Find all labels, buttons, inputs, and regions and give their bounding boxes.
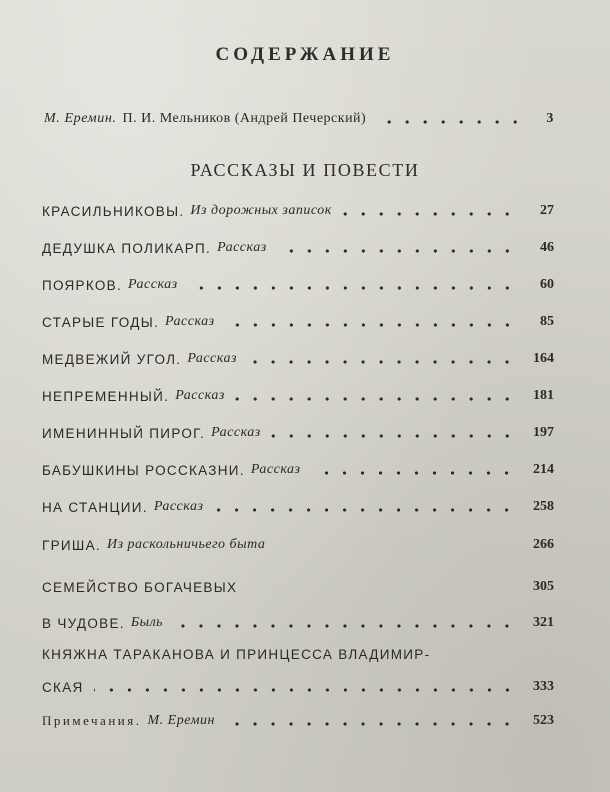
toc-entry-notes[interactable]	[42, 710, 554, 732]
entry-subtitle: М. Еремин	[147, 713, 215, 728]
entry-title: МЕДВЕЖИЙ УГОЛ.	[42, 351, 182, 367]
toc-entry[interactable]	[42, 274, 554, 296]
entry-subtitle: Рассказ	[211, 425, 261, 440]
section-heading: РАССКАЗЫ И ПОВЕСТИ	[190, 160, 420, 180]
entry-subtitle: Рассказ	[217, 240, 267, 255]
toc-entry-title-line[interactable]	[42, 646, 554, 666]
entry-page-number: 333	[533, 679, 554, 694]
entry-page-number: 164	[533, 351, 554, 366]
dot-leader	[247, 360, 516, 364]
entry-page-number: 181	[533, 388, 554, 403]
toc-entry[interactable]	[42, 676, 554, 698]
dot-leader	[310, 471, 516, 475]
entry-subtitle: Рассказ	[250, 462, 301, 477]
intro-title: П. И. Мельников (Андрей Печерский)	[122, 111, 367, 126]
entry-page-number: 305	[533, 579, 554, 594]
dot-leader	[271, 434, 516, 438]
entry-title-line-1: КНЯЖНА ТАРАКАНОВА И ПРИНЦЕССА ВЛАДИМИР-	[42, 647, 431, 662]
toc-entry[interactable]	[42, 496, 554, 518]
entry-page-number: 321	[533, 615, 554, 630]
toc-entry[interactable]	[42, 612, 554, 634]
entry-subtitle: Быль	[130, 615, 164, 630]
dot-leader	[342, 212, 516, 216]
toc-entry[interactable]	[42, 422, 554, 444]
entry-title: ПОЯРКОВ.	[42, 277, 123, 293]
intro-entry[interactable]	[44, 108, 554, 130]
intro-page-number: 3	[546, 111, 554, 126]
entry-page-number: 60	[540, 277, 554, 292]
entry-title: Примечания.	[42, 713, 142, 728]
toc-entry[interactable]	[42, 534, 554, 556]
entry-subtitle: Рассказ	[165, 314, 215, 329]
entry-title: КРАСИЛЬНИКОВЫ.	[42, 203, 185, 219]
dot-leader	[235, 397, 516, 401]
toc-entry[interactable]	[42, 576, 554, 598]
entry-page-number: 46	[540, 240, 554, 255]
dot-leader	[94, 688, 516, 692]
entry-subtitle: Из раскольничьего быта	[106, 537, 266, 552]
entry-subtitle: Рассказ	[153, 499, 204, 514]
entry-subtitle: Рассказ	[128, 277, 178, 292]
entry-title: СЕМЕЙСТВО БОГАЧЕВЫХ	[42, 579, 238, 595]
toc-entry[interactable]	[42, 385, 554, 407]
entry-title: ДЕДУШКА ПОЛИКАРП.	[42, 240, 212, 256]
entry-page-number: 85	[540, 314, 554, 329]
toc-entry[interactable]	[42, 311, 554, 333]
dot-leader	[188, 286, 516, 290]
entry-title: В ЧУДОВЕ.	[42, 615, 125, 631]
entry-subtitle: Из дорожных записок	[190, 203, 332, 218]
entry-title: СТАРЫЕ ГОДЫ.	[42, 314, 160, 330]
dot-leader	[225, 722, 516, 726]
dot-leader	[173, 624, 516, 628]
dot-leader	[376, 120, 524, 124]
dot-leader	[277, 249, 516, 253]
entry-title: ИМЕНИННЫЙ ПИРОГ.	[42, 425, 206, 441]
entry-subtitle: Рассказ	[187, 351, 237, 366]
entry-title: НЕПРЕМЕННЫЙ.	[42, 388, 170, 404]
toc-entry[interactable]	[42, 237, 554, 259]
toc-entry[interactable]	[42, 459, 554, 481]
entry-page-number: 258	[533, 499, 554, 514]
toc-entry[interactable]	[42, 200, 554, 222]
intro-author: М. Еремин.	[44, 111, 117, 126]
entry-title: БАБУШКИНЫ РОССКАЗНИ.	[42, 462, 245, 478]
toc-entry[interactable]	[42, 348, 554, 370]
entry-page-number: 197	[533, 425, 554, 440]
dot-leader	[225, 323, 516, 327]
contents-heading: СОДЕРЖАНИЕ	[215, 44, 395, 65]
entry-page-number: 266	[533, 537, 554, 552]
dot-leader	[213, 508, 516, 512]
entry-page-number: 523	[533, 713, 554, 728]
entry-page-number: 214	[533, 462, 554, 477]
entry-page-number: 27	[540, 203, 554, 218]
entry-title: НА СТАНЦИИ.	[42, 499, 148, 515]
entry-subtitle: Рассказ	[175, 388, 225, 403]
entry-title: СКАЯ	[42, 679, 84, 695]
entry-title: ГРИША.	[42, 537, 101, 553]
